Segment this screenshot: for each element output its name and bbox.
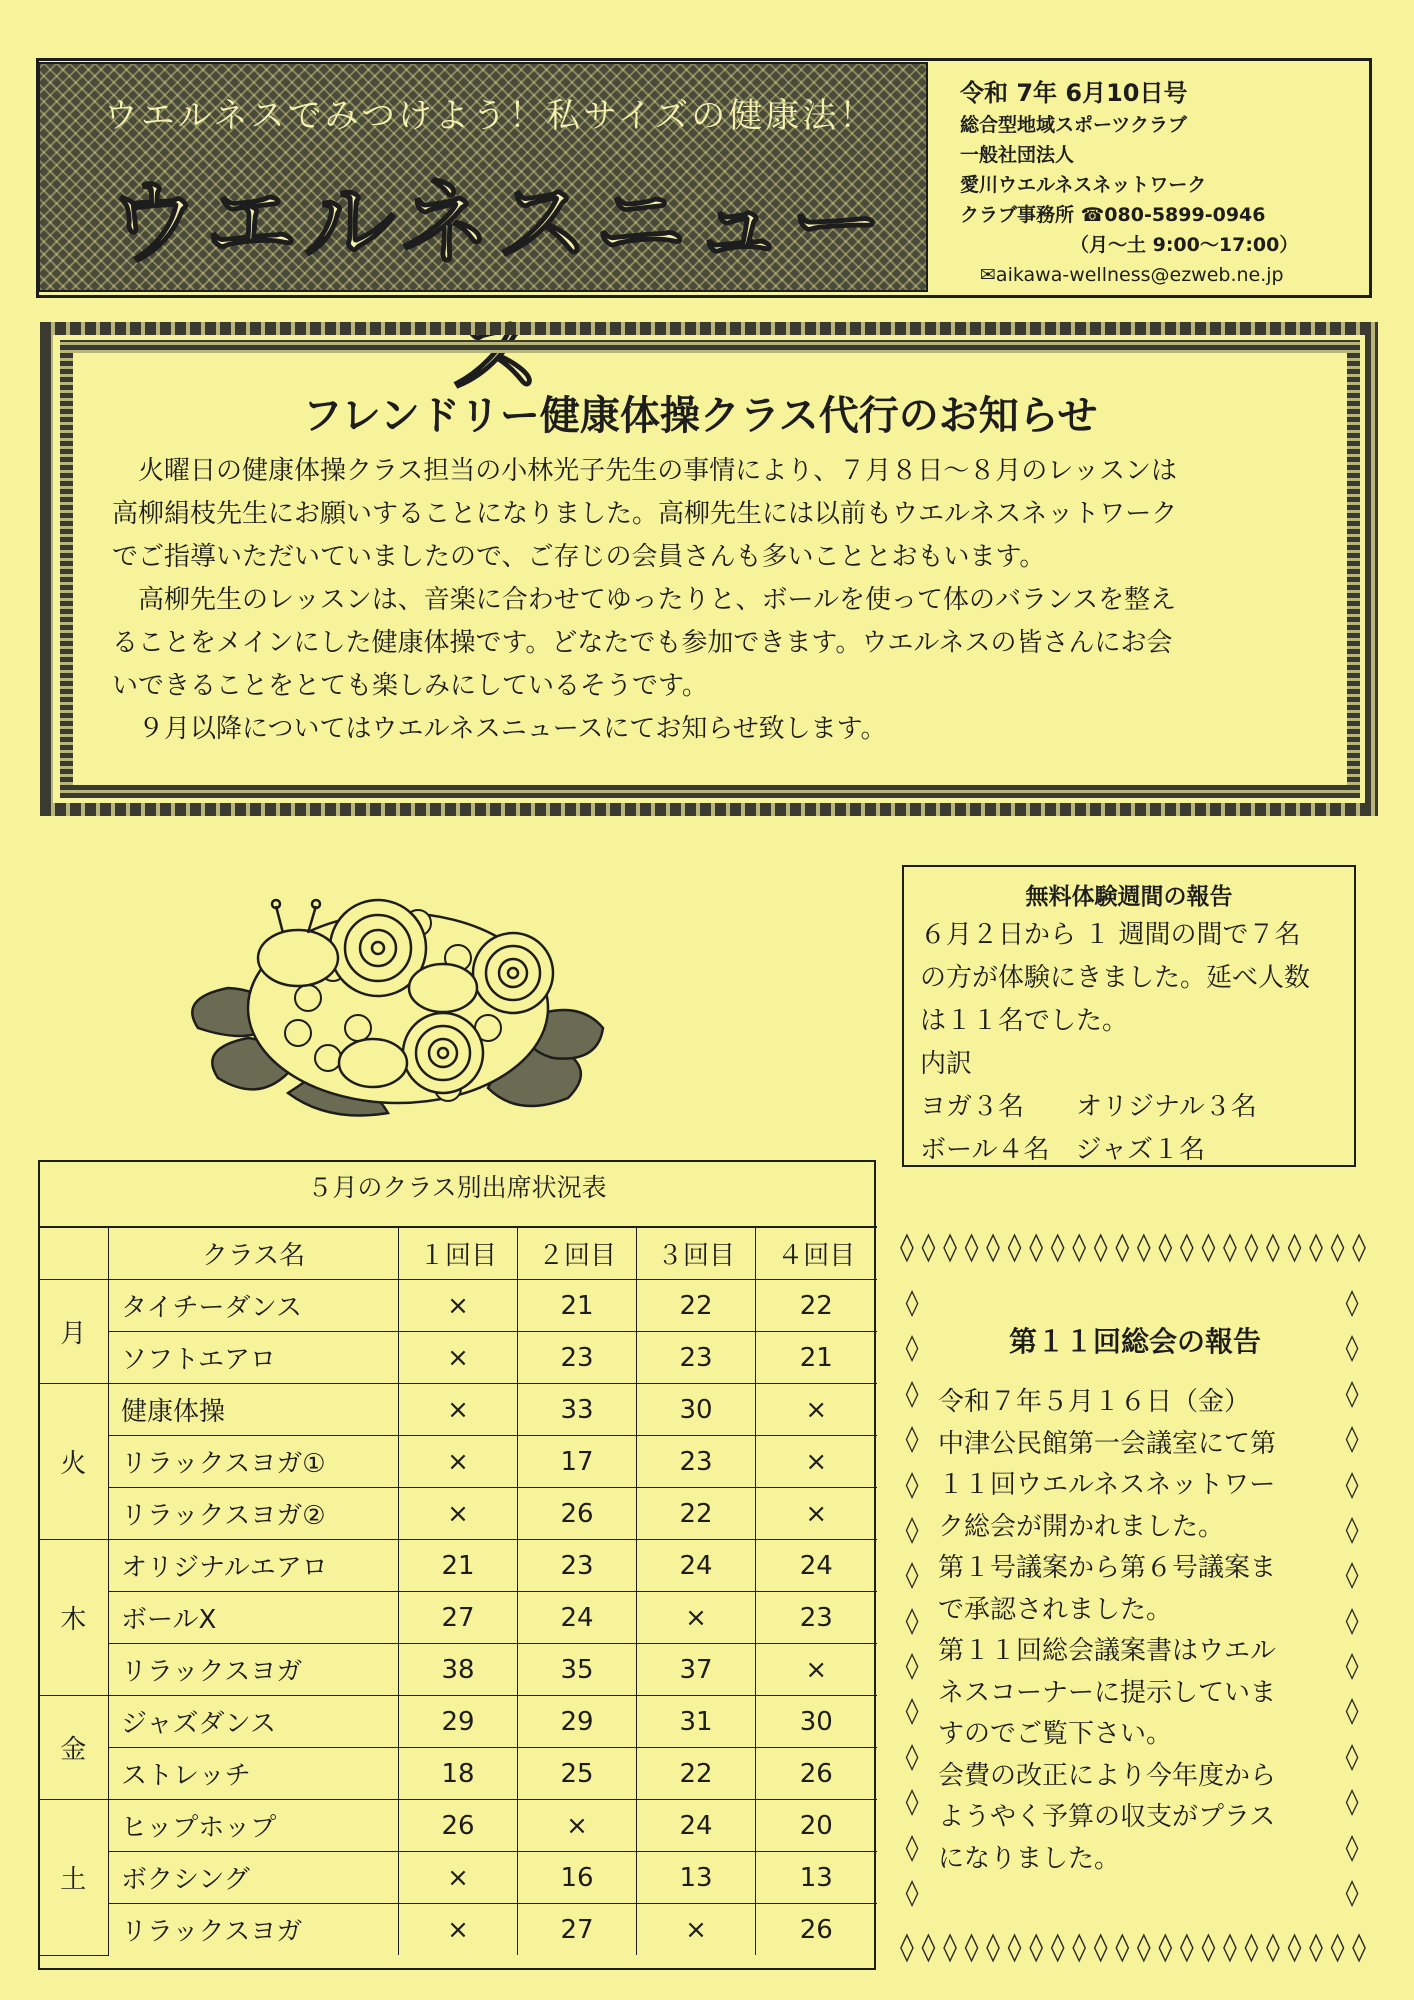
attendance-cell: 23 (756, 1592, 877, 1644)
meeting-line: 中津公民館第一会議室にて第 (938, 1428, 1277, 1459)
attendance-cell: 24 (637, 1540, 756, 1592)
trial-line: ボール４名 ジャズ１名 (920, 1135, 1205, 1165)
trial-report-body (920, 914, 1356, 1172)
table-row (39, 1644, 877, 1696)
col-header: クラス名 (109, 1227, 399, 1280)
table-row (39, 1904, 877, 1956)
attendance-cell: 24 (756, 1540, 877, 1592)
attendance-cell: 30 (756, 1696, 877, 1748)
class-name-cell: ヒップホップ (109, 1800, 399, 1852)
attendance-cell: 16 (518, 1852, 637, 1904)
day-header (39, 1227, 109, 1280)
snail-icon (258, 900, 426, 996)
email-address: ✉aikawa-wellness@ezweb.ne.jp (980, 264, 1284, 286)
notice-line: いできることをとても楽しみにしているそうです。 (112, 671, 708, 701)
class-name-cell: リラックスヨガ (109, 1644, 399, 1696)
attendance-cell: 18 (399, 1748, 518, 1800)
meeting-line: 令和７年５月１６日（金） (938, 1387, 1251, 1417)
attendance-cell: 23 (637, 1332, 756, 1384)
table-header-row (39, 1227, 877, 1280)
attendance-cell: 29 (399, 1696, 518, 1748)
attendance-cell: 26 (756, 1904, 877, 1956)
attendance-cell: × (399, 1852, 518, 1904)
table-row (39, 1332, 877, 1384)
attendance-cell: 24 (518, 1592, 637, 1644)
notice-line: ９月以降についてはウエルネスニュースにてお知らせ致します。 (112, 714, 887, 744)
day-cell: 土 (39, 1800, 109, 1956)
attendance-cell: 13 (756, 1852, 877, 1904)
attendance-cell: 27 (518, 1904, 637, 1956)
corp-type: 一般社団法人 (960, 144, 1075, 166)
attendance-cell: 23 (637, 1436, 756, 1488)
attendance-cell: 21 (399, 1540, 518, 1592)
attendance-cell: 23 (518, 1332, 637, 1384)
class-name-cell: ストレッチ (109, 1748, 399, 1800)
table-row (39, 1540, 877, 1592)
notice-line: ることをメインにした健康体操です。どなたでも参加できます。ウエルネスの皆さんにお会 (112, 628, 1173, 658)
office-hours: （月～土 9:00～17:00） (1070, 234, 1299, 256)
col-header: ３回目 (637, 1227, 756, 1280)
notice-title: フレンドリー健康体操クラス代行のお知らせ (302, 393, 1098, 439)
attendance-cell: 31 (637, 1696, 756, 1748)
notice-line: 高柳先生のレッスンは、音楽に合わせてゆったりと、ボールを使って体のバランスを整え (112, 585, 1177, 615)
day-cell: 月 (39, 1280, 109, 1384)
attendance-cell: 22 (637, 1488, 756, 1540)
class-name-cell: ボクシング (109, 1852, 399, 1904)
chain-border-right: ◊ ◊ ◊ ◊ ◊ ◊ ◊ ◊ ◊ ◊ ◊ ◊ ◊ ◊ (1345, 1288, 1359, 1908)
attendance-cell: 23 (518, 1540, 637, 1592)
meeting-line: ネスコーナーに提示していま (938, 1677, 1277, 1708)
snail-hydrangea-illustration (158, 878, 628, 1128)
trial-line: ６月２日から １ 週間の間で７名 (920, 920, 1301, 950)
class-name-cell: ボールX (109, 1592, 399, 1644)
attendance-cell: 22 (637, 1748, 756, 1800)
chain-border-top: ◊ ◊ ◊ ◊ ◊ ◊ ◊ ◊ ◊ ◊ ◊ ◊ ◊ ◊ ◊ ◊ ◊ ◊ ◊ ◊ ◊ ◊ (900, 1230, 1364, 1263)
col-header: ４回目 (756, 1227, 877, 1280)
attendance-cell: × (399, 1436, 518, 1488)
attendance-cell: × (399, 1384, 518, 1436)
attendance-cell: 22 (756, 1280, 877, 1332)
issue-date: 令和 7年 6月10日号 (960, 79, 1188, 107)
day-cell: 木 (39, 1540, 109, 1696)
attendance-cell: 21 (518, 1280, 637, 1332)
attendance-cell: × (637, 1592, 756, 1644)
attendance-cell: × (756, 1644, 877, 1696)
class-name-cell: 健康体操 (109, 1384, 399, 1436)
table-row (39, 1384, 877, 1436)
table-row (39, 1280, 877, 1332)
attendance-cell: 30 (637, 1384, 756, 1436)
class-name-cell: リラックスヨガ① (109, 1436, 399, 1488)
day-cell: 金 (39, 1696, 109, 1800)
org-type: 総合型地域スポーツクラブ (960, 114, 1188, 136)
attendance-cell: × (756, 1384, 877, 1436)
newsletter-title: ウエルネスニュース (107, 169, 889, 409)
meeting-line: で承認されました。 (938, 1594, 1173, 1625)
table-row (39, 1852, 877, 1904)
attendance-cell: 38 (399, 1644, 518, 1696)
attendance-cell: 37 (637, 1644, 756, 1696)
notice-body (112, 450, 1312, 751)
attendance-table (38, 1226, 877, 1956)
attendance-caption: ５月のクラス別出席状況表 (307, 1173, 607, 1202)
class-name-cell: タイチーダンス (109, 1280, 399, 1332)
table-row (39, 1800, 877, 1852)
col-header: １回目 (399, 1227, 518, 1280)
table-row (39, 1748, 877, 1800)
attendance-cell: 13 (637, 1852, 756, 1904)
attendance-cell: × (637, 1904, 756, 1956)
attendance-cell: × (756, 1488, 877, 1540)
attendance-cell: × (399, 1332, 518, 1384)
table-row (39, 1488, 877, 1540)
meeting-line: になりました。 (938, 1843, 1121, 1874)
chain-border-bottom: ◊ ◊ ◊ ◊ ◊ ◊ ◊ ◊ ◊ ◊ ◊ ◊ ◊ ◊ ◊ ◊ ◊ ◊ ◊ ◊ ◊ ◊ (900, 1930, 1364, 1963)
meeting-report-body (938, 1382, 1342, 1880)
meeting-line: ク総会が開かれました。 (938, 1511, 1225, 1542)
attendance-cell: × (756, 1436, 877, 1488)
attendance-cell: 21 (756, 1332, 877, 1384)
attendance-cell: 26 (399, 1800, 518, 1852)
attendance-cell: 27 (399, 1592, 518, 1644)
attendance-cell: × (518, 1800, 637, 1852)
notice-line: でご指導いただいていましたので、ご存じの会員さんも多いこととおもいます。 (112, 542, 1046, 572)
class-name-cell: リラックスヨガ (109, 1904, 399, 1956)
meeting-report-title: 第１１回総会の報告 (1008, 1325, 1261, 1358)
notice-line: 火曜日の健康体操クラス担当の小林光子先生の事情により、７月８日～８月のレッスンは (112, 456, 1177, 486)
trial-line: は１１名でした。 (920, 1006, 1129, 1036)
col-header: ２回目 (518, 1227, 637, 1280)
attendance-cell: × (399, 1280, 518, 1332)
class-name-cell: ジャズダンス (109, 1696, 399, 1748)
attendance-cell: 24 (637, 1800, 756, 1852)
chain-border-left: ◊ ◊ ◊ ◊ ◊ ◊ ◊ ◊ ◊ ◊ ◊ ◊ ◊ ◊ (905, 1288, 919, 1908)
slogan: ウエルネスでみつけよう！私サイズの健康法！ (103, 96, 877, 136)
table-row (39, 1696, 877, 1748)
trial-line: 内訳 (920, 1049, 973, 1079)
attendance-cell: × (399, 1904, 518, 1956)
class-name-cell: リラックスヨガ② (109, 1488, 399, 1540)
attendance-cell: 22 (637, 1280, 756, 1332)
meeting-line: ようやく予算の収支がプラス (938, 1802, 1276, 1832)
table-row (39, 1592, 877, 1644)
attendance-cell: 20 (756, 1800, 877, 1852)
meeting-line: 会費の改正により今年度から (938, 1760, 1277, 1791)
attendance-cell: 26 (756, 1748, 877, 1800)
attendance-cell: 17 (518, 1436, 637, 1488)
attendance-cell: 33 (518, 1384, 637, 1436)
issue-info (960, 76, 1360, 290)
notice-line: 高柳絹枝先生にお願いすることになりました。高柳先生には以前もウエルネスネットワーク (112, 499, 1178, 529)
attendance-cell: 29 (518, 1696, 637, 1748)
meeting-line: 第１号議案から第６号議案ま (938, 1553, 1277, 1583)
table-row (39, 1436, 877, 1488)
day-cell: 火 (39, 1384, 109, 1540)
org-name: 愛川ウエルネスネットワーク (960, 174, 1207, 196)
attendance-cell: 25 (518, 1748, 637, 1800)
meeting-line: 第１１回総会議案書はウエル (938, 1636, 1277, 1666)
attendance-cell: 35 (518, 1644, 637, 1696)
office-phone: クラブ事務所 ☎080-5899-0946 (960, 204, 1266, 226)
attendance-cell: × (399, 1488, 518, 1540)
trial-line: の方が体験にきました。延べ人数 (920, 963, 1311, 993)
trial-line: ヨガ３名 オリジナル３名 (920, 1092, 1257, 1122)
meeting-line: １１回ウエルネスネットワー (938, 1470, 1276, 1500)
class-name-cell: オリジナルエアロ (109, 1540, 399, 1592)
attendance-cell: 26 (518, 1488, 637, 1540)
meeting-line: すのでご覧下さい。 (938, 1719, 1173, 1749)
trial-report-title: 無料体験週間の報告 (1025, 884, 1233, 910)
class-name-cell: ソフトエアロ (109, 1332, 399, 1384)
